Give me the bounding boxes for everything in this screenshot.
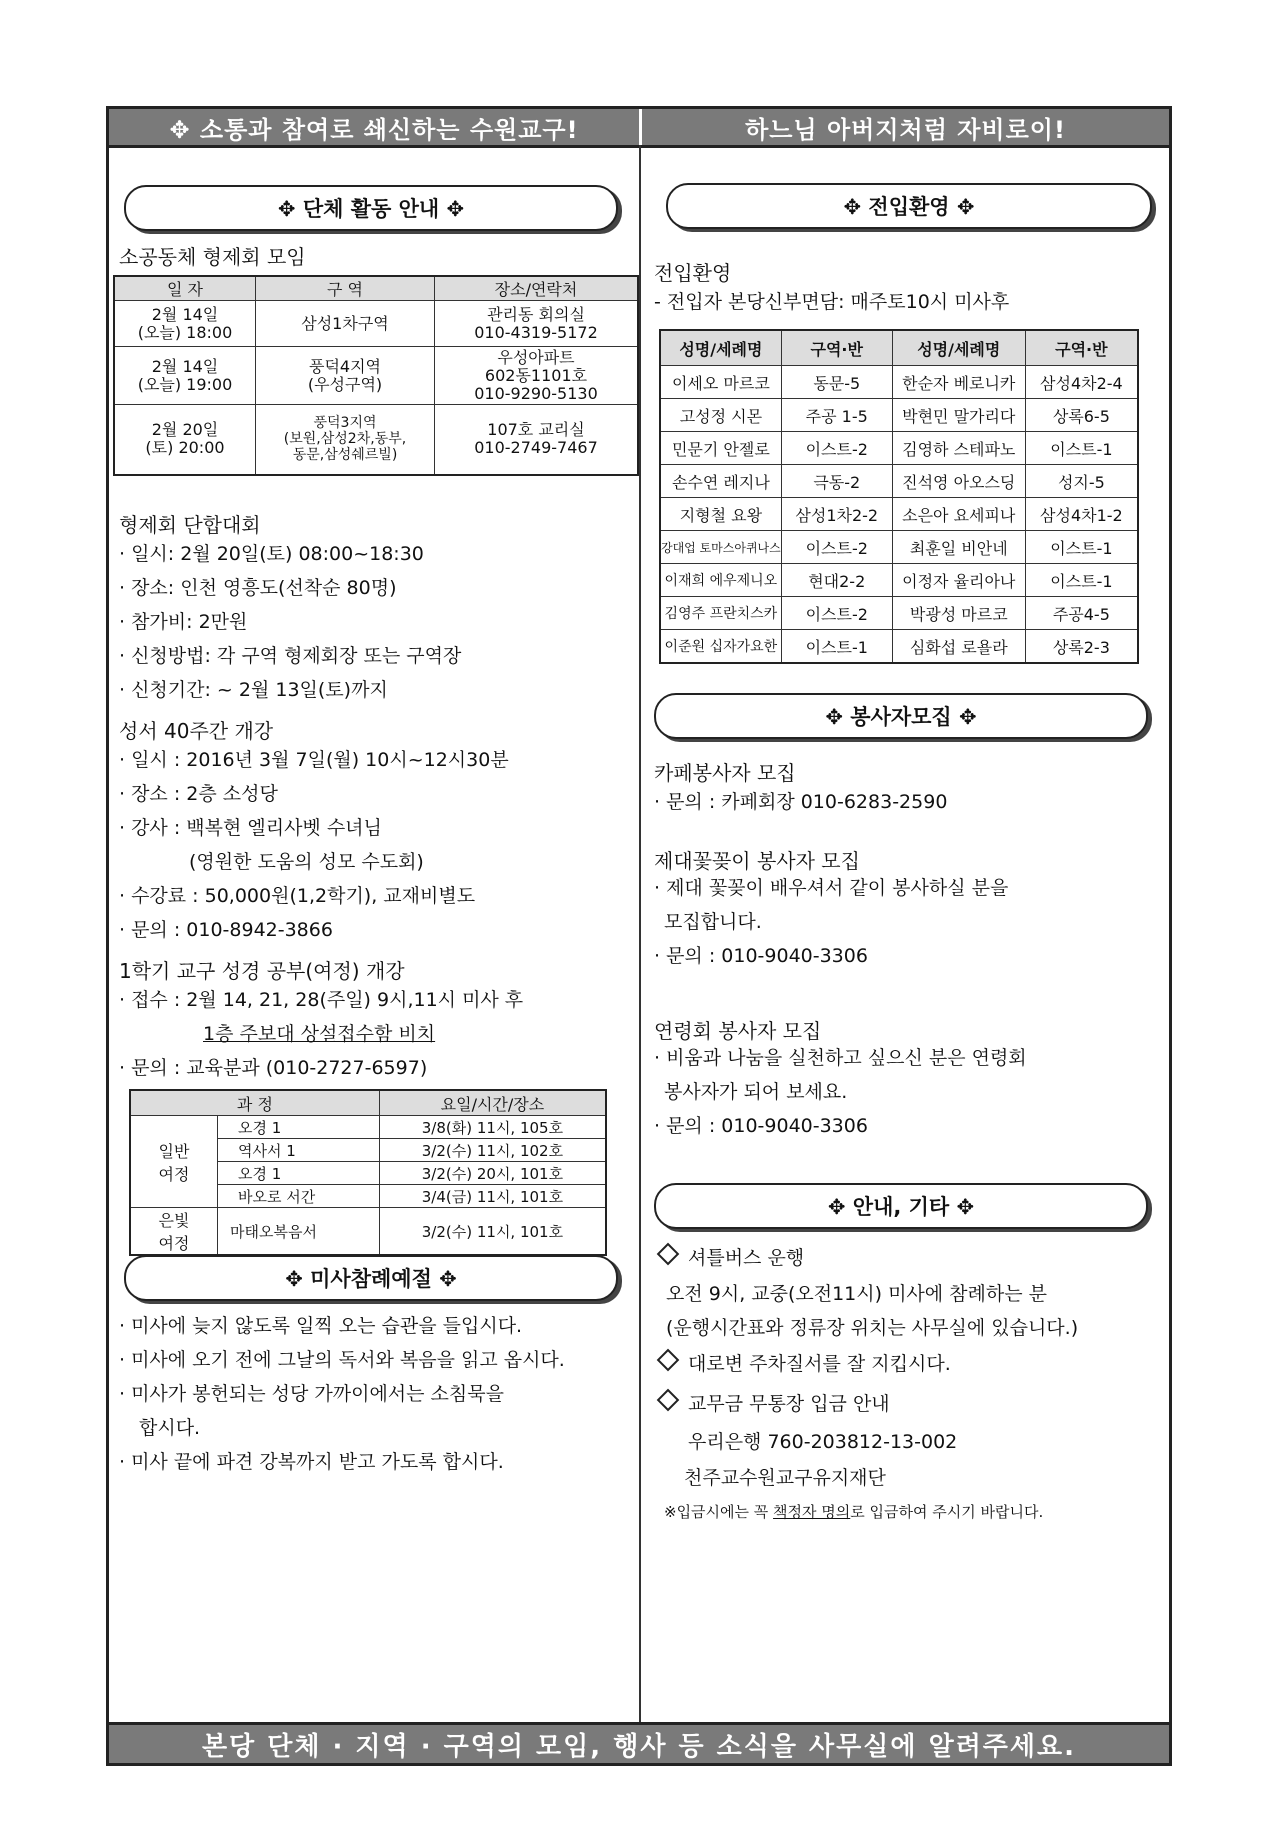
col-header-place: 장소/연락처 <box>435 276 639 301</box>
diocese-study-details <box>119 983 523 1085</box>
elder-line: 봉사자가 되어 보세요. <box>664 1081 848 1103</box>
table-row <box>114 347 638 405</box>
table-row <box>660 597 1138 630</box>
newcomer-area: 삼성1차2-2 <box>781 498 892 531</box>
bible40-line: (영원한 도움의 성모 수도회) <box>189 851 424 873</box>
newcomer-name: 소은아 요세피나 <box>892 498 1025 531</box>
rally-title: 형제회 단합대회 <box>119 513 261 537</box>
header-right-slogan: 하느님 아버지처럼 자비로이! <box>642 109 1169 145</box>
table-row <box>660 498 1138 531</box>
meeting-place: 관리동 회의실 010-4319-5172 <box>435 301 639 347</box>
parking-notice: 대로변 주차질서를 잘 지킵시다. <box>688 1353 951 1375</box>
diamond-bullet-icon <box>657 1243 680 1266</box>
newcomer-area: 성지-5 <box>1025 465 1138 498</box>
table-row <box>130 1116 606 1139</box>
elder-line: · 비움과 나눔을 실천하고 싶으신 분은 연령회 <box>654 1047 1027 1069</box>
col-header-area: 구역·반 <box>1025 330 1138 366</box>
etiquette-line: · 미사가 봉헌되는 성당 가까이에서는 소침묵을 <box>119 1383 504 1405</box>
deposit-note-pre: ※입금시에는 꼭 <box>664 1503 774 1521</box>
section-title-notices: ✥ 안내, 기타 ✥ <box>654 1183 1148 1229</box>
bible40-line: · 일시 : 2016년 3월 7일(월) 10시~12시30분 <box>119 749 509 771</box>
newcomer-area: 극동-2 <box>781 465 892 498</box>
bible40-line: · 장소 : 2층 소성당 <box>119 783 278 805</box>
bible40-details <box>119 743 509 947</box>
newcomer-name: 진석영 아오스딩 <box>892 465 1025 498</box>
diamond-bullet-icon <box>657 1389 680 1412</box>
meeting-area: 풍덕3지역 (보원,삼성2차,동부, 동문,삼성쉐르빌) <box>256 405 435 475</box>
fund-heading <box>654 1387 890 1421</box>
newcomer-area: 현대2-2 <box>781 564 892 597</box>
newcomer-area: 이스트-1 <box>1025 432 1138 465</box>
rally-line: · 참가비: 2만원 <box>119 611 248 633</box>
welcome-title: 전입환영 <box>654 261 732 285</box>
meeting-area: 삼성1차구역 <box>256 301 435 347</box>
etiquette-line: 합시다. <box>139 1417 201 1439</box>
col-header-date: 일 자 <box>114 276 256 301</box>
newcomer-name: 강대업 토마스아퀴나스 <box>660 531 781 564</box>
newcomer-name: 한순자 베로니카 <box>892 366 1025 399</box>
deposit-note-post: 로 입금하여 주시기 바랍니다. <box>850 1503 1044 1521</box>
course-name: 오경 1 <box>218 1162 380 1185</box>
course-name: 마태오복음서 <box>218 1208 380 1256</box>
meeting-area: 풍덕4지역 (우성구역) <box>256 347 435 405</box>
elder-title: 연령회 봉사자 모집 <box>654 1019 822 1043</box>
parking-heading <box>654 1347 951 1381</box>
table-row <box>660 630 1138 664</box>
newcomer-area: 이스트-1 <box>1025 531 1138 564</box>
shuttle-heading <box>654 1241 804 1275</box>
course-schedule: 3/8(화) 11시, 105호 <box>379 1116 606 1139</box>
bible40-line: · 강사 : 백복현 엘리사벳 수녀님 <box>119 817 382 839</box>
newcomer-area: 삼성4차2-4 <box>1025 366 1138 399</box>
group-label: 일반 여정 <box>130 1116 218 1208</box>
newcomer-name: 고성정 시몬 <box>660 399 781 432</box>
newcomer-area: 주공 1-5 <box>781 399 892 432</box>
elder-details <box>654 1041 1027 1143</box>
meeting-place: 107호 교리실 010-2749-7467 <box>435 405 639 475</box>
rally-details <box>119 537 461 707</box>
rally-line: · 장소: 인천 영흥도(선착순 80명) <box>119 577 397 599</box>
table-row <box>114 301 638 347</box>
newcomer-name: 김영주 프란치스카 <box>660 597 781 630</box>
welcome-table <box>659 329 1139 664</box>
diamond-bullet-icon <box>657 1349 680 1372</box>
header-left-slogan: ✥ 소통과 참여로 쇄신하는 수원교구! <box>109 109 642 145</box>
foundation-name: 천주교수원교구유지재단 <box>684 1467 886 1489</box>
course-schedule: 3/2(수) 20시, 101호 <box>379 1162 606 1185</box>
deposit-note <box>664 1501 1043 1522</box>
bible40-line: · 문의 : 010-8942-3866 <box>119 919 333 941</box>
diocese-study-line: · 접수 : 2월 14, 21, 28(주일) 9시,11시 미사 후 <box>119 989 524 1011</box>
welcome-line: - 전입자 본당신부면담: 매주토10시 미사후 <box>654 291 1010 313</box>
table-row <box>660 531 1138 564</box>
cafe-title: 카페봉사자 모집 <box>654 761 796 785</box>
rally-line: · 신청기간: ~ 2월 13일(토)까지 <box>119 679 388 701</box>
etiquette-line: · 미사에 오기 전에 그날의 독서와 복음을 읽고 옵시다. <box>119 1349 565 1371</box>
etiquette-line: · 미사 끝에 파견 강복까지 받고 가도록 합시다. <box>119 1451 504 1473</box>
course-name: 바오로 서간 <box>218 1185 380 1208</box>
footer-bar: 본당 단체 · 지역 · 구역의 모임, 행사 등 소식을 사무실에 알려주세요. <box>109 1722 1169 1763</box>
column-divider <box>639 145 641 1729</box>
diocese-study-line: · 문의 : 교육분과 (010-2727-6597) <box>119 1057 428 1079</box>
table-row <box>660 399 1138 432</box>
course-name: 오경 1 <box>218 1116 380 1139</box>
bank-account: 우리은행 760-203812-13-002 <box>688 1431 958 1453</box>
table-row <box>130 1208 606 1256</box>
course-name: 역사서 1 <box>218 1139 380 1162</box>
table-row <box>114 405 638 475</box>
newcomer-name: 최훈일 비안네 <box>892 531 1025 564</box>
group-label: 은빛 여정 <box>130 1208 218 1256</box>
etiquette-line: · 미사에 늦지 않도록 일찍 오는 습관을 들입시다. <box>119 1315 523 1337</box>
newcomer-area: 상록6-5 <box>1025 399 1138 432</box>
col-header-area: 구역·반 <box>781 330 892 366</box>
newcomer-name: 김영하 스테파노 <box>892 432 1025 465</box>
section-title-volunteers: ✥ 봉사자모집 ✥ <box>654 693 1148 739</box>
newcomer-name: 손수연 레지나 <box>660 465 781 498</box>
newcomer-area: 이스트-1 <box>1025 564 1138 597</box>
section-title-group-activities: ✥ 단체 활동 안내 ✥ <box>124 185 618 231</box>
table-row <box>660 366 1138 399</box>
col-header-name: 성명/세례명 <box>892 330 1025 366</box>
newcomer-area: 이스트-2 <box>781 531 892 564</box>
altar-line: · 제대 꽃꽂이 배우셔서 같이 봉사하실 분을 <box>654 877 1009 899</box>
col-header-course: 과 정 <box>130 1090 379 1116</box>
newcomer-area: 동문-5 <box>781 366 892 399</box>
course-schedule: 3/2(수) 11시, 101호 <box>379 1208 606 1256</box>
newcomer-area: 이스트-1 <box>781 630 892 664</box>
newcomer-name: 이세오 마르코 <box>660 366 781 399</box>
newcomer-area: 이스트-2 <box>781 597 892 630</box>
course-schedule: 3/2(수) 11시, 102호 <box>379 1139 606 1162</box>
shuttle-line: (운행시간표와 정류장 위치는 사무실에 있습니다.) <box>666 1317 1079 1339</box>
newcomer-name: 이정자 율리아나 <box>892 564 1025 597</box>
section-title-welcome: ✥ 전입환영 ✥ <box>666 183 1152 229</box>
shuttle-title: 셔틀버스 운행 <box>688 1247 805 1269</box>
altar-details <box>654 871 1008 973</box>
cafe-line: · 문의 : 카페회장 010-6283-2590 <box>654 791 948 813</box>
meeting-date: 2월 14일 (오늘) 18:00 <box>114 301 256 347</box>
newcomer-area: 이스트-2 <box>781 432 892 465</box>
bible40-line: · 수강료 : 50,000원(1,2학기), 교재비별도 <box>119 885 476 907</box>
deposit-note-underlined: 책정자 명의 <box>773 1503 851 1521</box>
newcomer-area: 상록2-3 <box>1025 630 1138 664</box>
brothers-meeting-table <box>113 275 639 476</box>
fund-title: 교무금 무통장 입금 안내 <box>688 1393 890 1415</box>
newcomer-name: 이준원 십자가요한 <box>660 630 781 664</box>
altar-line: 모집합니다. <box>664 911 762 933</box>
table-row <box>660 432 1138 465</box>
newcomer-area: 삼성4차1-2 <box>1025 498 1138 531</box>
header-bar <box>109 109 1169 148</box>
altar-line: · 문의 : 010-9040-3306 <box>654 945 868 967</box>
bulletin-frame <box>106 106 1172 1766</box>
col-header-schedule: 요일/시간/장소 <box>379 1090 606 1116</box>
col-header-name: 성명/세례명 <box>660 330 781 366</box>
table-row <box>660 564 1138 597</box>
meeting-date: 2월 14일 (오늘) 19:00 <box>114 347 256 405</box>
altar-title: 제대꽃꽂이 봉사자 모집 <box>654 849 860 873</box>
diocese-study-line: 1층 주보대 상설접수함 비치 <box>203 1023 436 1045</box>
course-schedule: 3/4(금) 11시, 101호 <box>379 1185 606 1208</box>
shuttle-line: 오전 9시, 교중(오전11시) 미사에 참례하는 분 <box>666 1283 1047 1305</box>
newcomer-name: 민문기 안젤로 <box>660 432 781 465</box>
bible40-title: 성서 40주간 개강 <box>119 719 274 743</box>
newcomer-name: 지형철 요왕 <box>660 498 781 531</box>
newcomer-name: 이재희 에우제니오 <box>660 564 781 597</box>
newcomer-name: 박현민 말가리다 <box>892 399 1025 432</box>
rally-line: · 일시: 2월 20일(토) 08:00~18:30 <box>119 543 424 565</box>
section-title-mass-etiquette: ✥ 미사참례예절 ✥ <box>124 1255 618 1301</box>
diocese-study-title: 1학기 교구 성경 공부(여정) 개강 <box>119 959 405 983</box>
table-row <box>660 465 1138 498</box>
meeting-place: 우성아파트 602동1101호 010-9290-5130 <box>435 347 639 405</box>
newcomer-area: 주공4-5 <box>1025 597 1138 630</box>
rally-line: · 신청방법: 각 구역 형제회장 또는 구역장 <box>119 645 462 667</box>
newcomer-name: 박광성 마르코 <box>892 597 1025 630</box>
col-header-area: 구 역 <box>256 276 435 301</box>
brothers-meeting-title: 소공동체 형제회 모임 <box>119 245 306 269</box>
mass-etiquette-list <box>119 1309 565 1479</box>
diocese-study-table <box>129 1089 607 1256</box>
meeting-date: 2월 20일 (토) 20:00 <box>114 405 256 475</box>
newcomer-name: 심화섭 로욜라 <box>892 630 1025 664</box>
elder-line: · 문의 : 010-9040-3306 <box>654 1115 868 1137</box>
